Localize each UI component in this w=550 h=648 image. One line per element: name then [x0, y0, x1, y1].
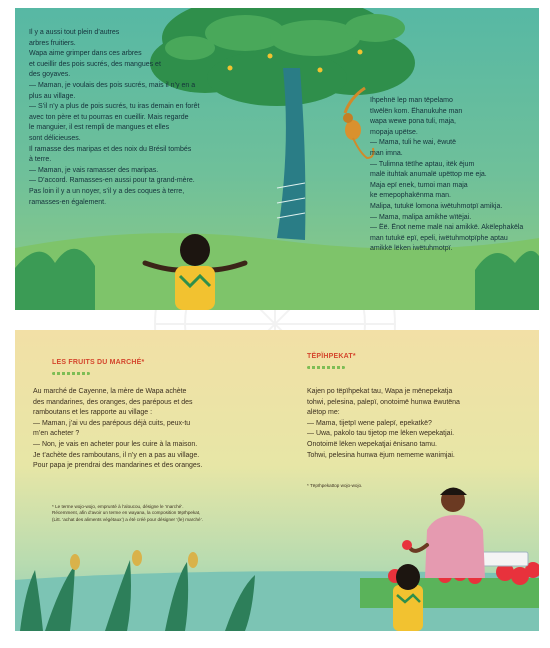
market-illustration — [15, 330, 539, 631]
wayana-heading: TËPÏHPEKAT* — [307, 353, 356, 360]
french-text-line: — Non, je vais en acheter pour les cuire à la maison. — [33, 440, 198, 448]
wayana-text-line: wapa wewe pona tuli, maja, — [370, 118, 456, 126]
monkey-figure — [343, 88, 373, 158]
wayana-text-line: man tutukë epï, epeli, iwëtuhmotpïphe aptau — [370, 234, 508, 242]
french-text-line: des goyaves. — [29, 71, 71, 79]
wayana-text-line: Onotoimë lëken wepekatjai ënisano tamu. — [307, 440, 437, 448]
french-text-line: arbres fruitiers. — [29, 39, 76, 47]
wayana-text-line: — Uwa, pakolo tau tijetop me lëken wepekatjai. — [307, 430, 455, 438]
french-text-line: — S’il n’y a plus de pois sucrés, tu iras demain en forêt — [29, 103, 200, 111]
french-text-line: — D’accord. Ramasses-en aussi pour ta grand-mère. — [29, 177, 195, 185]
french-text-line: Il y a aussi tout plein d’autres — [29, 29, 120, 36]
french-text-line: ramboutans et les rapporte au village : — [33, 409, 153, 417]
wayana-text-line: man imna. — [370, 149, 403, 157]
french-text-line: et cueillir des pois sucrés, des mangues et — [29, 60, 161, 68]
wayana-text-line: tïwëlën kom. Ëhanukuhe man — [370, 107, 463, 115]
footnote-line: (Litt. ‘achat des aliments végétaux’) a été créé pour désigner ‘(le) marché’. — [52, 516, 203, 522]
wayana-text-line: mopaja upëtse. — [370, 128, 418, 136]
spread-market-page — [15, 330, 539, 631]
wayana-text-line: Kajen po tëpïhpekat tau, Wapa je mënepekatja — [307, 388, 453, 395]
french-heading: LES FRUITS DU MARCHÉ* — [52, 359, 145, 366]
spread-tree-page — [15, 8, 539, 310]
french-text-line: ramasses-en également. — [29, 198, 107, 206]
french-text-line: Au marché de Cayenne, la mère de Wapa achète — [33, 388, 187, 395]
french-text-line: plus au village. — [29, 92, 76, 100]
french-text-line: — Maman, j’ai vu des parépous déjà cuits, peux-tu — [33, 419, 191, 427]
wayana-text-line: — Ëë. Ënot neme malë nai amikkë. Akëlephakëla — [370, 224, 524, 232]
wayana-text-line: Tohwi, pelesina hunwa ëjum nememe wanimjai. — [307, 451, 455, 459]
wayana-text-line: — Mama, malipa amikhe wïtëjai. — [370, 213, 472, 221]
wayana-text-line: amikkë lëken iwëtuhmotpï. — [370, 245, 453, 253]
wayana-text-line: Ihpehnë lep man tëpelamo — [370, 97, 453, 104]
footnote-line: * Le terme wojo-wojo, emprunté à l’aloucou, désigne le ‘marché’. — [52, 504, 184, 509]
french-market-text — [33, 387, 253, 472]
wayana-heading-divider — [307, 366, 345, 369]
market-table — [360, 578, 539, 608]
french-heading-divider — [52, 372, 90, 375]
french-text-line: — Maman, je vais ramasser des maripas. — [29, 166, 159, 174]
footnote-line: Récemment, afin d’avoir un terme en wayana, la composition tëpïhpekat, — [52, 510, 201, 516]
french-text-line: des mandarines, des oranges, des parépous et des — [33, 398, 193, 406]
french-text-line: le manguier, il est rempli de mangues et elles — [29, 124, 170, 132]
french-text-line: sont délicieuses. — [29, 134, 81, 142]
wayana-text-line: Maja epï enek, tumoi man maja — [370, 181, 468, 189]
wayana-text-line: — Tulimna tëtïhe aptau, itëk ëjum — [370, 160, 475, 168]
wayana-text-line: — Mama, tuli he wai, ëwutë — [370, 139, 456, 147]
wayana-text-line: — Mama, tijetpï wene palepï, epekatkë? — [307, 419, 432, 427]
french-text-line: Wapa aime grimper dans ces arbres — [29, 50, 142, 58]
wayana-text-line: alëtop me: — [307, 409, 340, 417]
french-text-line: Je t’achète des ramboutans, il n’y en a pas au village. — [33, 451, 200, 459]
wayana-footnote: * Tëpïhpekattop wojo-wojo. — [307, 483, 363, 488]
wayana-text-line: tohwi, pelesina, palepï, onotoimë hunwa ëwutëna — [307, 398, 460, 406]
child-market-figure — [393, 564, 423, 631]
french-text-line: m’en acheter ? — [33, 430, 80, 438]
wayana-text-line: Malipa, tutukë lomona iwëtuhmotpï amikja. — [370, 202, 503, 210]
french-text-line: Il ramasse des maripas et des noix du Brésil tombés — [29, 145, 192, 153]
french-text-line: Pour papa je prendrai des mandarines et des oranges. — [33, 462, 203, 470]
vendor-figure — [402, 488, 485, 579]
wayana-story-text — [370, 96, 539, 255]
french-text-line: — Maman, je voulais des pois sucrés, mais il n’y en a — [29, 81, 196, 89]
french-footnote — [52, 504, 272, 523]
french-text-line: à terre. — [29, 156, 52, 164]
wayana-text-line: malë ituhtak anumalë upëttop me eja. — [370, 171, 487, 179]
wayana-market-text — [307, 387, 527, 461]
wayana-text-line: ke emepophakënma man. — [370, 192, 451, 200]
french-text-line: avec ton père et tu pourras en cueillir. Mais regarde — [29, 113, 189, 121]
french-story-text — [29, 28, 259, 208]
french-text-line: Pas loin il y a un noyer, s’il y a des coques à terre, — [29, 187, 185, 195]
